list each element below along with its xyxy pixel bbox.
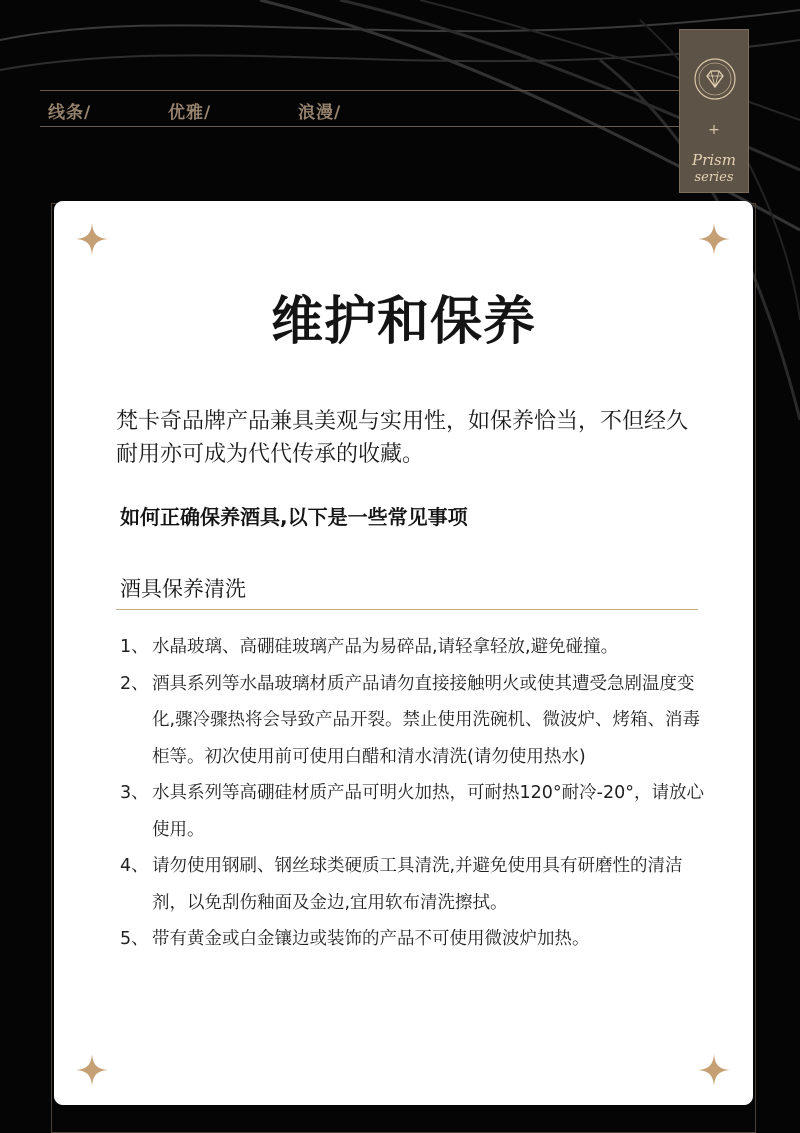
care-list (120, 629, 710, 958)
list-item-number: 4、 (120, 856, 149, 876)
list-item (120, 921, 710, 958)
sparkle-icon (76, 223, 108, 255)
list-item-number: 5、 (120, 929, 149, 949)
list-item (120, 775, 710, 848)
series-name: Prism (692, 151, 736, 169)
header-word-elegant: 优雅/ (168, 103, 212, 123)
series-label: series (694, 170, 734, 185)
header-rule-bottom (40, 126, 740, 127)
list-item-number: 2、 (120, 673, 149, 694)
brand-tag (679, 29, 749, 193)
sparkle-icon (698, 1054, 730, 1086)
section-title: 酒具保养清洗 (120, 577, 246, 601)
list-item-number: 1、 (120, 637, 149, 657)
sparkle-icon (76, 1054, 108, 1086)
list-item-text: 酒具系列等水晶玻璃材质产品请勿直接接触明火或使其遭受急剧温度变化,骤冷骤热将会导致产品开裂。禁止使用洗碗机、微波炉、烤箱、消毒柜等。初次使用前可使用白醋和清水清洗(请勿使用热水) (152, 673, 701, 767)
list-item (120, 666, 710, 776)
sparkle-icon (698, 223, 730, 255)
list-item-text: 水具系列等高硼硅材质产品可明火加热，可耐热120°耐冷-20°，请放心使用。 (152, 783, 704, 840)
list-item-text: 带有黄金或白金镶边或装饰的产品不可使用微波炉加热。 (152, 929, 590, 949)
care-card (54, 201, 753, 1105)
brand-logo-icon (692, 56, 738, 102)
header-word-lines: 线条/ (48, 103, 92, 123)
header-word-romantic: 浪漫/ (298, 103, 342, 123)
list-item-text: 水晶玻璃、高硼硅玻璃产品为易碎品,请轻拿轻放,避免碰撞。 (152, 637, 619, 657)
list-item (120, 629, 710, 666)
header-rule-top (40, 90, 740, 91)
list-item (120, 848, 710, 921)
list-item-text: 请勿使用钢刷、钢丝球类硬质工具清洗,并避免使用具有研磨性的清洁剂，以免刮伤釉面及金边,宜用软布清洗擦拭。 (152, 856, 683, 913)
list-item-number: 3、 (120, 783, 149, 803)
page-title: 维护和保养 (270, 291, 536, 352)
care-subheading: 如何正确保养酒具,以下是一些常见事项 (120, 505, 468, 529)
section-divider (116, 609, 698, 610)
intro-paragraph: 梵卡奇品牌产品兼具美观与实用性，如保养恰当，不但经久耐用亦可成为代代传承的收藏。 (116, 409, 689, 467)
brand-plus: + (708, 122, 720, 138)
